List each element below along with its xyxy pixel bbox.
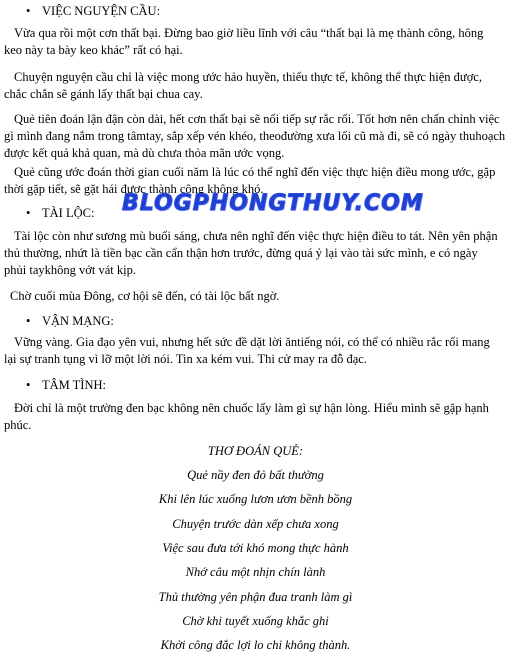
text-line: Chuyện nguyện cầu chỉ là việc mong ước hảo huyền, thiếu thực tế, không thể thực hiện được, [14,70,482,84]
text-line: chắc chắn sẽ gánh lấy thất bại chua cay. [4,87,203,101]
paragraph [4,334,504,368]
paragraph [4,228,504,279]
watermark: BLOGPHONGTHUY.COM [122,191,424,216]
text-line: thủ thường, nhứt là tiền bạc cần cẩn thận hơn trước, đừng quá ỷ lại vào tài sức mình, e có ngày [4,246,478,260]
paragraph [4,69,504,103]
text-line: Vừa qua rồi một cơn thất bại. Đừng bao giờ liều lĩnh với câu “thất bại là mẹ thành công, hông [14,26,484,40]
poem-line: Quẻ nầy đen đỏ bất thường [187,468,324,482]
heading-text: TÂM TÌNH: [42,378,107,392]
bullet-icon: • [26,4,31,18]
poem-line: Việc sau đưa tới khó mong thực hành [162,541,349,555]
paragraph [4,400,504,434]
text-line: Quẻ tiên đoán lận đận còn dài, hết cơn thất bại sẽ nối tiếp sự rắc rối. Tốt hơn nên chấn chỉnh việc [14,112,500,126]
heading-text: VẬN MẠNG: [42,314,114,328]
poem-line: Nhớ câu một nhịn chín lành [185,565,326,579]
poem-line: Chờ khi tuyết xuống khắc ghi [182,614,329,628]
text-line: Chờ cuối mùa Đông, cơ hội sẽ đến, có tài lộc bất ngờ. [10,289,280,303]
text-line: Tài lộc còn như sương mù buổi sáng, chưa nên nghĩ đến việc thực hiện điều to tát. Nên yên phận [14,229,498,243]
heading-text: TÀI LỘC: [42,206,95,220]
poem-line: Khi lên lúc xuống lươn ươn bềnh bồng [158,492,353,506]
bullet-icon: • [26,314,31,328]
text-line: gì mình đang nắm trong tâmtay, sắp xếp vén khéo, theođường xưa lối cũ mà đi, sẽ có ngày thuhoạch [4,129,506,143]
heading-text: VIỆC NGUYỆN CẦU: [42,4,161,18]
poem-title: THƠ ĐOÁN QUẺ: [207,444,304,458]
paragraph [4,111,504,162]
text-line: phúc. [4,418,32,432]
text-line: được kết quả khả quan, mà dù chưa thỏa mãn ước vọng. [4,146,285,160]
bullet-icon: • [26,378,31,392]
text-line: Vững vàng. Gia đạo yên vui, nhưng hết sức đề dặt lời ăntiếng nói, có thể có nhiều rắc rối mang [14,335,490,349]
text-line: Quẻ cũng ước đoán thời gian cuối năm là lúc có thể nghĩ đến việc thực hiện điều mong ước, gặp [14,165,496,179]
text-line: Đời chỉ là một trường đen bạc không nên chuốc lấy làm gì sự hận lòng. Hiểu mình sẽ gặp hạnh [14,401,489,415]
poem-line: Chuyện trước dàn xếp chưa xong [172,517,339,531]
text-line: phủi taykhông vớt vát kịp. [4,263,136,277]
paragraph [4,25,504,59]
text-line: thời gặp tiết, sẽ gặt hái được thành công không khó. [4,182,264,196]
text-line: keo này ta bày keo khác” rất có hại. [4,43,183,57]
paragraph [4,288,504,305]
bullet-icon: • [26,206,31,220]
poem-line: Thủ thường yên phận đua tranh làm gì [158,590,353,604]
poem-line: Khởi công đắc lợi lo chi không thành. [160,638,351,652]
text-line: lại sự tranh tụng vì lỡ một lời nói. Tin xa kém vui. Thi cử may ra đỗ đạc. [4,352,367,366]
